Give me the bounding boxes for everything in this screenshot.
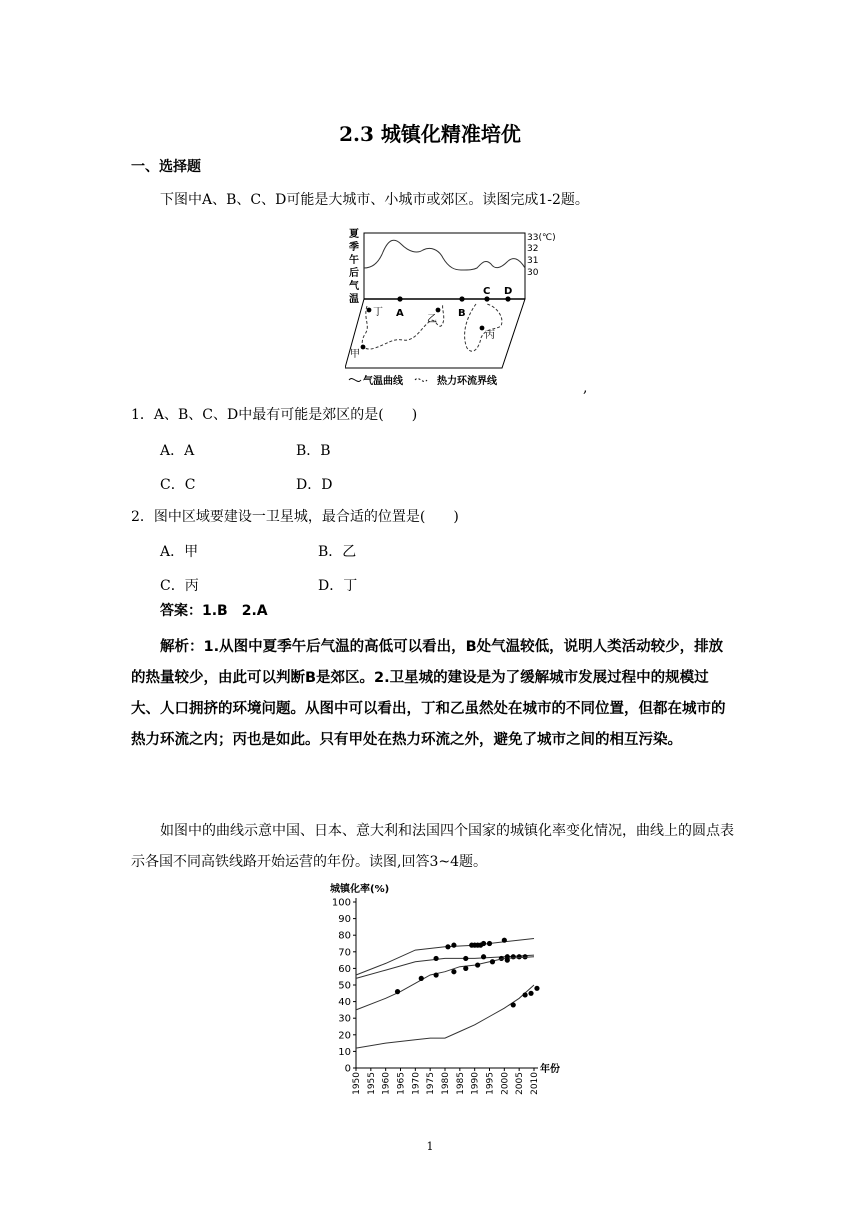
q1-option-b: B．B (296, 443, 331, 459)
explanation-paragraph: 解析：1.从图中夏季午后气温的高低可以看出，B处气温较低，说明人类活动较少，排放的热量较少，由此可以判断B是郊区。2.卫星城的建设是为了缓解城市发展过程中的规模过大、人口拥挤的环境问题。从图中可以看出，丁和乙虽然处在城市的不同位置，但都在城市的热力环流之内；丙也是如此。只有甲处在热力环流之外，避免了城市之间的相互污染。 (131, 639, 726, 748)
y-tick-label: 60 (338, 963, 351, 975)
figure-ylabel-char: 温 (349, 294, 359, 305)
series-marker (395, 989, 400, 994)
x-tick-label: 1955 (366, 1072, 377, 1095)
y-tick-label: 100 (331, 897, 351, 909)
section-heading: 一、选择题 (131, 159, 201, 175)
urbanization-chart (320, 880, 580, 1105)
q1-option-a: A．A (160, 443, 195, 459)
x-tick-label: 1985 (455, 1072, 466, 1095)
series-marker (419, 976, 424, 981)
series-marker (534, 986, 539, 991)
figure-ylabel-char: 午 (349, 255, 359, 266)
series-marker (487, 941, 492, 946)
temperature-figure (345, 224, 575, 392)
temperature-curve (364, 240, 525, 270)
point-d-label: D (504, 286, 513, 297)
y-tick-label: 70 (338, 947, 351, 959)
y-tick-label: 50 (338, 980, 351, 992)
series-marker (517, 954, 522, 959)
series-marker (451, 943, 456, 948)
q1-option-c: C．C (160, 477, 196, 493)
y-tick-label: 30 (338, 1013, 351, 1025)
x-tick-label: 2000 (500, 1072, 511, 1095)
x-tick-label: 1970 (411, 1072, 422, 1095)
x-tick-label: 1975 (426, 1072, 437, 1095)
intro-paragraph-1: 下图中A、B、C、D可能是大城市、小城市或郊区。读图完成1-2题。 (160, 192, 589, 208)
y-tick-label: 40 (338, 997, 351, 1009)
x-tick-label: 1990 (470, 1072, 481, 1095)
series-marker (481, 941, 486, 946)
figure-trailing-comma: , (583, 380, 588, 396)
figure-tick-label: 33(℃) (527, 233, 556, 243)
question-1-stem: 1．A、B、C、D中最有可能是郊区的是( ) (131, 407, 418, 423)
chart-ylabel: 城镇化率(%) (330, 884, 390, 895)
figure-ylabel-char: 气 (349, 281, 359, 292)
place-ding-label: 丁 (373, 307, 383, 318)
figure-ylabel-char: 后 (349, 268, 359, 279)
q2-option-a: A．甲 (160, 544, 199, 560)
x-tick-label: 1960 (381, 1072, 392, 1095)
y-tick-label: 20 (338, 1030, 351, 1042)
y-tick-label: 90 (338, 914, 351, 926)
series-marker (434, 972, 439, 977)
series-marker (463, 956, 468, 961)
page-number: 1 (426, 1140, 434, 1153)
series-marker (481, 954, 486, 959)
x-tick-label: 2005 (515, 1072, 526, 1095)
series-marker (463, 966, 468, 971)
place-bing-label: 丙 (485, 330, 495, 341)
series-marker (523, 992, 528, 997)
q2-option-c: C．丙 (160, 578, 199, 594)
x-tick-label: 1995 (485, 1072, 496, 1095)
intro-paragraph-2: 如图中的曲线示意中国、日本、意大利和法国四个国家的城镇化率变化情况，曲线上的圆点表示各国不同高铁线路开始运营的年份。读图,回答3~4题。 (131, 823, 734, 870)
page-title: 2.3 城镇化精准培优 (339, 122, 521, 146)
point-c-label: C (483, 286, 491, 297)
figure-tick-label: 31 (527, 256, 539, 266)
x-tick-label: 1965 (396, 1072, 407, 1095)
q2-option-d: D．丁 (318, 578, 358, 594)
x-tick-label: 2010 (530, 1072, 540, 1095)
series-marker (475, 962, 480, 967)
place-yi-label: 乙 (427, 314, 437, 325)
series-marker (434, 956, 439, 961)
q2-option-b: B．乙 (318, 544, 357, 560)
series-marker (505, 958, 510, 963)
place-jia-label: 甲 (350, 349, 360, 360)
ground-plane (345, 299, 525, 368)
answer-line: 答案：1.B 2.A (160, 603, 268, 619)
q1-option-d: D．D (296, 477, 333, 493)
y-tick-label: 10 (338, 1046, 351, 1058)
x-tick-label: 1980 (441, 1072, 451, 1095)
point-b-label: B (458, 308, 466, 319)
series-marker (511, 954, 516, 959)
series-marker (511, 1002, 516, 1007)
figure-tick-label: 32 (527, 244, 539, 254)
figure-tick-label: 30 (527, 268, 539, 278)
legend-boundary-label: 热力环流界线 (437, 376, 497, 387)
legend-curve-label: 气温曲线 (363, 376, 403, 387)
chart-xlabel: 年份 (540, 1064, 560, 1075)
series-marker (445, 944, 450, 949)
question-2-stem: 2．图中区域要建设一卫星城，最合适的位置是( ) (131, 509, 459, 525)
series-marker (490, 959, 495, 964)
x-tick-label: 1950 (352, 1072, 362, 1095)
y-tick-label: 0 (344, 1063, 351, 1075)
figure-ylabel-char: 夏 (349, 229, 359, 240)
series-marker (528, 991, 533, 996)
figure-ylabel-char: 季 (349, 242, 359, 253)
point-a-label: A (396, 308, 404, 319)
series-marker (502, 938, 507, 943)
series-line (356, 985, 534, 1048)
y-tick-label: 80 (338, 930, 351, 942)
series-marker (451, 969, 456, 974)
